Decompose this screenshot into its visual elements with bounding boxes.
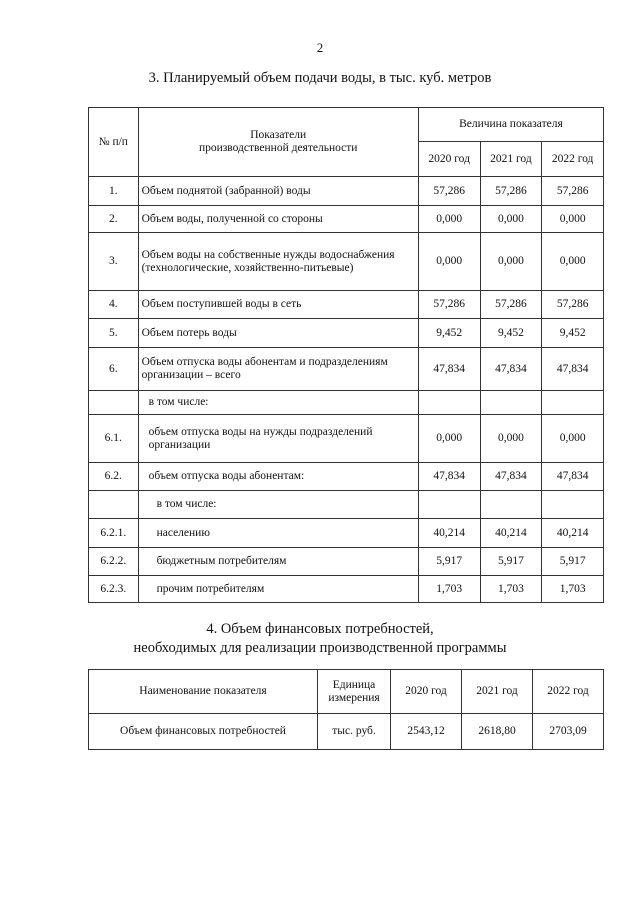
row-value-2022 — [542, 491, 604, 519]
row-num: 4. — [89, 291, 139, 319]
row-name: Объем финансовых потребностей — [89, 714, 318, 750]
row-value-2021: 0,000 — [480, 233, 542, 291]
table-row — [89, 348, 604, 391]
row-num: 5. — [89, 319, 139, 348]
header-year-2020: 2020 год — [391, 670, 462, 714]
table-row — [89, 177, 604, 206]
table-row — [89, 291, 604, 319]
row-unit: тыс. руб. — [318, 714, 391, 750]
table-row — [89, 233, 604, 291]
header-unit — [318, 670, 391, 714]
header-year-2020: 2020 год — [418, 142, 480, 177]
row-value-2022: 2703,09 — [533, 714, 604, 750]
row-num: 6.2. — [89, 463, 139, 491]
row-value-2022: 1,703 — [542, 576, 604, 603]
row-value-2022: 57,286 — [542, 177, 604, 206]
row-value-2020: 57,286 — [418, 177, 480, 206]
row-value-2022 — [542, 391, 604, 415]
row-value-2020 — [418, 491, 480, 519]
header-indicators-line2: производственной деятельности — [198, 142, 358, 154]
section4-title — [0, 620, 640, 658]
row-value-2022: 0,000 — [542, 233, 604, 291]
row-value-2020: 5,917 — [418, 548, 480, 576]
row-value-2021: 5,917 — [480, 548, 542, 576]
header-unit-line2: измерения — [328, 691, 380, 704]
row-num — [89, 491, 139, 519]
row-value-2021: 47,834 — [480, 463, 542, 491]
row-value-2021: 2618,80 — [462, 714, 533, 750]
row-value-2021: 9,452 — [480, 319, 542, 348]
row-value-2021: 47,834 — [480, 348, 542, 391]
row-num: 1. — [89, 177, 139, 206]
row-label: Объем воды на собственные нужды водоснабжения (технологические, хозяйственно-питьевые) — [138, 233, 418, 291]
header-year-2021: 2021 год — [480, 142, 542, 177]
row-num: 6. — [89, 348, 139, 391]
row-value-2022: 0,000 — [542, 206, 604, 233]
row-label: Объем воды, полученной со стороны — [138, 206, 418, 233]
row-label: объем отпуска воды абонентам: — [138, 463, 418, 491]
row-value-2020: 0,000 — [418, 233, 480, 291]
row-num: 6.2.2. — [89, 548, 139, 576]
row-value-2020: 9,452 — [418, 319, 480, 348]
row-value-2021: 57,286 — [480, 291, 542, 319]
table-row — [89, 576, 604, 603]
section4-title-line2: необходимых для реализации производственной программы — [133, 640, 507, 656]
row-value-2021: 0,000 — [480, 415, 542, 463]
table-row — [89, 519, 604, 548]
row-value-2020: 47,834 — [418, 463, 480, 491]
row-value-2020: 0,000 — [418, 415, 480, 463]
row-value-2021: 1,703 — [480, 576, 542, 603]
table-row — [89, 491, 604, 519]
table-row — [89, 319, 604, 348]
row-value-2021: 0,000 — [480, 206, 542, 233]
row-label: бюджетным потребителям — [138, 548, 418, 576]
row-value-2021 — [480, 391, 542, 415]
row-value-2020 — [418, 391, 480, 415]
table-row — [89, 206, 604, 233]
header-indicators-line1: Показатели — [250, 129, 307, 141]
row-value-2022: 47,834 — [542, 348, 604, 391]
row-num: 6.1. — [89, 415, 139, 463]
row-value-2020: 1,703 — [418, 576, 480, 603]
row-label: объем отпуска воды на нужды подразделений организации — [138, 415, 418, 463]
header-year-2022: 2022 год — [533, 670, 604, 714]
table-row — [89, 714, 604, 750]
table-row — [89, 391, 604, 415]
header-value-group: Величина показателя — [418, 108, 603, 142]
row-label: в том числе: — [138, 391, 418, 415]
section4-title-line1: 4. Объем финансовых потребностей, — [206, 621, 434, 637]
row-label: Объем потерь воды — [138, 319, 418, 348]
table-row — [89, 415, 604, 463]
financial-needs-table — [88, 669, 604, 750]
header-num: № п/п — [89, 108, 139, 177]
header-indicators — [138, 108, 418, 177]
row-num: 6.2.1. — [89, 519, 139, 548]
row-label: Объем поднятой (забранной) воды — [138, 177, 418, 206]
row-value-2021: 40,214 — [480, 519, 542, 548]
row-label: Объем отпуска воды абонентам и подразделениям организации – всего — [138, 348, 418, 391]
row-value-2022: 47,834 — [542, 463, 604, 491]
row-label: прочим потребителям — [138, 576, 418, 603]
row-value-2022: 0,000 — [542, 415, 604, 463]
section3-title: 3. Планируемый объем подачи воды, в тыс. куб. метров — [148, 70, 492, 86]
row-value-2020: 40,214 — [418, 519, 480, 548]
row-num: 2. — [89, 206, 139, 233]
header-unit-line1: Единица — [332, 678, 376, 691]
row-value-2022: 40,214 — [542, 519, 604, 548]
header-name: Наименование показателя — [89, 670, 318, 714]
row-value-2020: 47,834 — [418, 348, 480, 391]
row-num — [89, 391, 139, 415]
table-row — [89, 548, 604, 576]
row-value-2021: 57,286 — [480, 177, 542, 206]
row-num: 6.2.3. — [89, 576, 139, 603]
page-number: 2 — [316, 40, 324, 55]
row-label: населению — [138, 519, 418, 548]
row-value-2022: 57,286 — [542, 291, 604, 319]
header-year-2022: 2022 год — [542, 142, 604, 177]
row-value-2020: 57,286 — [418, 291, 480, 319]
row-value-2022: 9,452 — [542, 319, 604, 348]
row-value-2020: 2543,12 — [391, 714, 462, 750]
row-value-2020: 0,000 — [418, 206, 480, 233]
row-label: в том числе: — [138, 491, 418, 519]
header-year-2021: 2021 год — [462, 670, 533, 714]
table-row — [89, 463, 604, 491]
row-value-2022: 5,917 — [542, 548, 604, 576]
water-supply-table — [88, 107, 604, 603]
row-value-2021 — [480, 491, 542, 519]
row-label: Объем поступившей воды в сеть — [138, 291, 418, 319]
row-num: 3. — [89, 233, 139, 291]
